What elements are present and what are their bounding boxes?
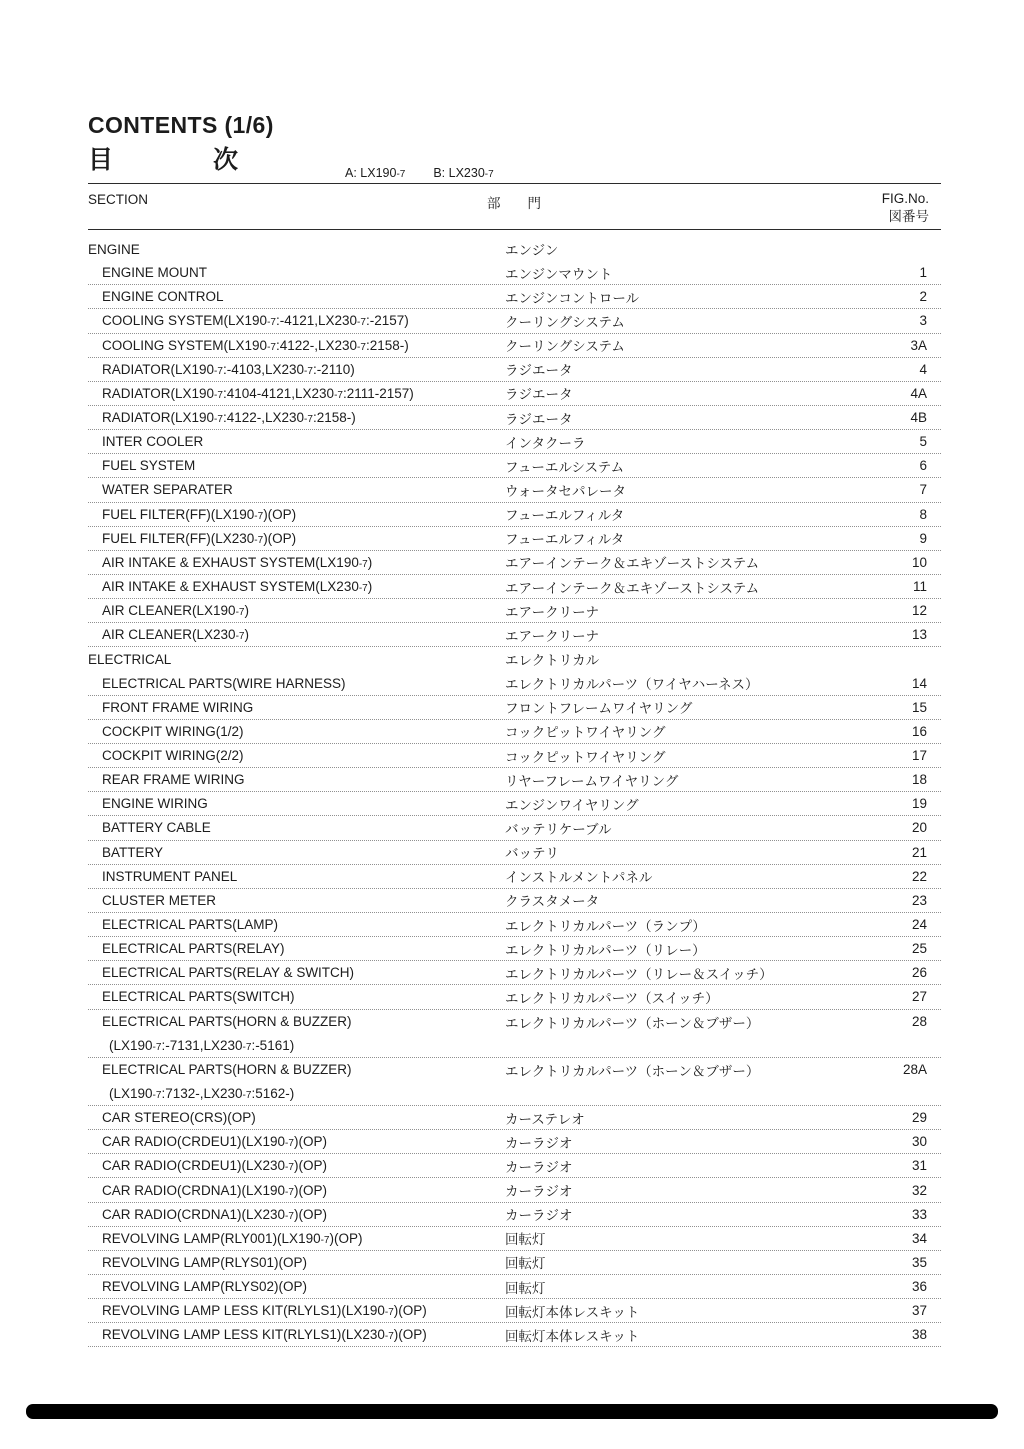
toc-item-row [88, 599, 941, 623]
toc-entry-fig-number: 35 [911, 1254, 927, 1270]
page-title: CONTENTS (1/6) [88, 112, 274, 138]
toc-entry-title: ELECTRICAL PARTS(LAMP) [102, 917, 279, 932]
column-header-fig-japanese: 図番号 [888, 208, 929, 224]
toc-entry-title-japanese: エレクトリカルパーツ（ランプ） [505, 918, 706, 934]
toc-entry-title-japanese: エレクトリカルパーツ（ホーン＆ブザー） [505, 1015, 760, 1031]
toc-entry-fig-number: 3 [919, 313, 927, 329]
toc-entry-title-japanese: エンジンマウント [505, 266, 613, 282]
toc-item-row [88, 309, 941, 333]
toc-entry-title: CAR RADIO(CRDEU1)(LX230-7)(OP) [102, 1158, 327, 1174]
toc-entry-title-japanese: ウォータセパレータ [505, 483, 626, 499]
toc-entry-title-japanese: バッテリケーブル [505, 821, 612, 837]
toc-entry-fig-number: 21 [911, 844, 927, 860]
toc-item-row [88, 551, 941, 575]
toc-entry-title: AIR CLEANER(LX230-7) [102, 627, 249, 643]
toc-entry-title: FUEL SYSTEM [102, 458, 196, 474]
toc-item-row [88, 261, 941, 285]
toc-entry-title-japanese: エレクトリカルパーツ（ホーン＆ブザー） [505, 1063, 760, 1079]
toc-entry-title: FRONT FRAME WIRING [102, 699, 254, 715]
toc-entry-title: RADIATOR(LX190-7:4104-4121,LX230-7:2111-2157) [102, 385, 414, 401]
toc-entry-fig-number: 16 [911, 723, 927, 739]
toc-entry-fig-number: 17 [911, 748, 927, 764]
toc-entry-fig-number: 10 [911, 554, 927, 570]
toc-entry-title: ELECTRICAL PARTS(SWITCH) [102, 989, 295, 1005]
toc-entry-title-japanese: エアークリーナ [505, 604, 600, 620]
toc-entry-title: ELECTRICAL PARTS(HORN & BUZZER) [102, 1014, 352, 1030]
toc-item-row [88, 889, 941, 913]
toc-entry-title-japanese: エアーインテーク＆エキゾーストシステム [505, 580, 760, 596]
toc-section-title: ELECTRICAL [88, 651, 172, 667]
toc-entry-title: ENGINE WIRING [102, 796, 208, 812]
toc-entry-fig-number: 4A [910, 385, 927, 401]
toc-entry-fig-number: 22 [911, 868, 927, 884]
toc-table [88, 237, 941, 1347]
toc-entry-continuation: (LX190-7:7132-,LX230-7:5162-) [109, 1085, 295, 1101]
toc-entry-title-japanese: エンジン [505, 243, 559, 259]
toc-entry-fig-number: 18 [911, 772, 927, 788]
column-header-fig-en: FIG.No. [881, 191, 929, 206]
toc-entry-title: COOLING SYSTEM(LX190-7:-4121,LX230-7:-2157) [102, 313, 409, 329]
toc-item-row [88, 816, 941, 840]
toc-section-row [88, 647, 941, 671]
toc-entry-title-japanese: リヤーフレームワイヤリング [505, 773, 679, 789]
toc-entry-title: AIR INTAKE & EXHAUST SYSTEM(LX190-7) [102, 554, 373, 570]
toc-item-row [88, 1106, 941, 1130]
toc-entry-title-japanese: エレクトリカルパーツ（リレー＆スイッチ） [505, 966, 773, 982]
toc-item-row [88, 792, 941, 816]
toc-entry-title: REVOLVING LAMP LESS KIT(RLYLS1)(LX230-7)(OP) [102, 1327, 427, 1343]
toc-entry-fig-number: 6 [919, 458, 927, 474]
toc-entry-title-japanese: 回転灯本体レスキット [505, 1328, 640, 1344]
toc-entry-title: ELECTRICAL PARTS(RELAY) [102, 941, 285, 957]
toc-item-row [88, 1010, 941, 1034]
toc-entry-fig-number: 15 [911, 699, 927, 715]
table-header [88, 189, 941, 229]
toc-item-row [88, 1299, 941, 1323]
page-bottom-scan-bar [26, 1404, 998, 1419]
toc-entry-fig-number: 36 [911, 1279, 927, 1295]
toc-entry-title: CAR RADIO(CRDNA1)(LX230-7)(OP) [102, 1206, 327, 1222]
toc-entry-title: COCKPIT WIRING(1/2) [102, 723, 244, 739]
header-top-rule [88, 183, 941, 184]
toc-entry-title-japanese: エレクトリカルパーツ（ワイヤハーネス） [505, 677, 759, 693]
toc-item-row [88, 478, 941, 502]
toc-entry-title-japanese: フューエルフィルタ [505, 532, 625, 548]
toc-entry-title: RADIATOR(LX190-7:4122-,LX230-7:2158-) [102, 410, 356, 426]
toc-entry-title: ENGINE CONTROL [102, 289, 224, 305]
toc-entry-fig-number: 14 [911, 675, 927, 691]
toc-entry-title: CAR RADIO(CRDEU1)(LX190-7)(OP) [102, 1134, 327, 1150]
toc-entry-fig-number: 33 [911, 1206, 927, 1222]
toc-entry-title-japanese: フロントフレームワイヤリング [505, 701, 693, 717]
toc-entry-fig-number: 27 [911, 989, 927, 1005]
toc-item-row [88, 865, 941, 889]
toc-item-row [88, 575, 941, 599]
toc-entry-fig-number: 28A [902, 1062, 927, 1078]
toc-entry-fig-number: 5 [919, 434, 927, 450]
toc-item-row [88, 358, 941, 382]
model-legend [345, 166, 494, 180]
toc-entry-fig-number: 31 [911, 1158, 927, 1174]
toc-entry-title-japanese: カーステレオ [505, 1111, 585, 1127]
toc-entry-title-japanese: ラジエータ [505, 363, 573, 379]
toc-entry-title-japanese: コックピットワイヤリング [505, 725, 666, 741]
toc-entry-fig-number: 29 [911, 1110, 927, 1126]
toc-item-continuation-row [88, 1082, 941, 1106]
toc-item-row [88, 382, 941, 406]
toc-item-row [88, 672, 941, 696]
toc-item-row [88, 1251, 941, 1275]
toc-item-row [88, 744, 941, 768]
toc-entry-title-japanese: 回転灯 [505, 1256, 546, 1272]
toc-item-row [88, 430, 941, 454]
toc-item-row [88, 937, 941, 961]
toc-entry-fig-number: 7 [919, 482, 927, 498]
toc-entry-title: ELECTRICAL PARTS(WIRE HARNESS) [102, 675, 346, 691]
toc-entry-title-japanese: エアーインテーク＆エキゾーストシステム [505, 556, 760, 572]
toc-entry-title-japanese: カーラジオ [505, 1208, 573, 1224]
page-title-japanese: 目 次 [88, 146, 239, 174]
toc-entry-fig-number: 32 [911, 1182, 927, 1198]
toc-entry-title-japanese: インタクーラ [505, 435, 586, 451]
toc-entry-title-japanese: カーラジオ [505, 1159, 573, 1175]
toc-entry-title-japanese: コックピットワイヤリング [505, 749, 666, 765]
model-a-label: A: LX190-7 [345, 166, 406, 180]
toc-entry-fig-number: 24 [911, 917, 927, 932]
toc-entry-title: CLUSTER METER [102, 892, 217, 908]
toc-item-row [88, 1154, 941, 1178]
toc-entry-title-japanese: エアークリーナ [505, 628, 600, 644]
toc-entry-fig-number: 19 [911, 796, 927, 812]
column-header-fig [882, 190, 941, 225]
toc-entry-fig-number: 25 [911, 941, 927, 957]
column-header-section: SECTION [88, 192, 149, 207]
toc-entry-title-japanese: カーラジオ [505, 1135, 573, 1151]
toc-entry-title: COCKPIT WIRING(2/2) [102, 748, 244, 764]
toc-item-row [88, 503, 941, 527]
toc-entry-title: COOLING SYSTEM(LX190-7:4122-,LX230-7:2158-) [102, 337, 409, 353]
toc-entry-title-japanese: ラジエータ [505, 411, 573, 427]
toc-entry-title: ENGINE MOUNT [102, 265, 208, 281]
toc-item-row [88, 696, 941, 720]
toc-item-row [88, 1323, 941, 1347]
toc-entry-title: BATTERY CABLE [102, 820, 211, 836]
toc-entry-title: ELECTRICAL PARTS(HORN & BUZZER) [102, 1062, 352, 1078]
toc-entry-fig-number: 4 [919, 361, 927, 377]
toc-item-row [88, 1203, 941, 1227]
toc-entry-fig-number: 37 [911, 1303, 927, 1319]
page-content [88, 0, 941, 1449]
toc-item-row [88, 961, 941, 985]
toc-entry-title: INSTRUMENT PANEL [102, 868, 238, 884]
toc-entry-title: WATER SEPARATER [102, 482, 233, 498]
toc-entry-title: AIR CLEANER(LX190-7) [102, 603, 249, 619]
toc-entry-fig-number: 12 [911, 603, 927, 619]
toc-entry-fig-number: 1 [919, 265, 927, 281]
toc-entry-title: REVOLVING LAMP(RLYS02)(OP) [102, 1279, 308, 1295]
toc-entry-fig-number: 9 [919, 530, 927, 546]
toc-item-row [88, 1227, 941, 1251]
toc-item-row [88, 768, 941, 792]
toc-entry-fig-number: 30 [911, 1134, 927, 1150]
toc-entry-title: REVOLVING LAMP(RLYS01)(OP) [102, 1254, 308, 1270]
toc-item-row [88, 406, 941, 430]
toc-item-row [88, 1058, 941, 1082]
toc-entry-title: REAR FRAME WIRING [102, 772, 245, 788]
toc-entry-fig-number: 26 [911, 965, 927, 981]
toc-entry-title: FUEL FILTER(FF)(LX190-7)(OP) [102, 506, 297, 522]
toc-entry-title-japanese: エンジンコントロール [505, 290, 640, 306]
toc-entry-fig-number: 20 [911, 820, 927, 836]
toc-item-row [88, 454, 941, 478]
toc-item-row [88, 720, 941, 744]
toc-entry-title: REVOLVING LAMP(RLY001)(LX190-7)(OP) [102, 1230, 363, 1246]
toc-entry-title-japanese: 回転灯 [505, 1232, 546, 1248]
toc-entry-title-japanese: クーリングシステム [505, 314, 625, 330]
toc-entry-fig-number: 28 [911, 1014, 927, 1030]
toc-entry-fig-number: 3A [910, 337, 927, 353]
toc-entry-title-japanese: クラスタメータ [505, 894, 600, 910]
toc-entry-title: CAR STEREO(CRS)(OP) [102, 1110, 256, 1126]
toc-entry-title: FUEL FILTER(FF)(LX230-7)(OP) [102, 530, 297, 546]
toc-entry-title-japanese: フューエルシステム [505, 459, 625, 475]
toc-entry-title: ELECTRICAL PARTS(RELAY & SWITCH) [102, 965, 355, 981]
toc-entry-title-japanese: フューエルフィルタ [505, 508, 625, 524]
toc-entry-title-japanese: バッテリ [505, 846, 559, 862]
toc-entry-title-japanese: エンジンワイヤリング [505, 797, 639, 813]
toc-entry-title: REVOLVING LAMP LESS KIT(RLYLS1)(LX190-7)(OP) [102, 1303, 427, 1319]
toc-item-row [88, 1275, 941, 1299]
toc-entry-title: BATTERY [102, 844, 164, 860]
toc-entry-continuation: (LX190-7:-7131,LX230-7:-5161) [109, 1037, 295, 1053]
toc-entry-fig-number: 13 [911, 627, 927, 643]
model-b-label: B: LX230-7 [433, 166, 494, 180]
toc-item-continuation-row [88, 1034, 941, 1058]
toc-entry-title-japanese: カーラジオ [505, 1184, 573, 1200]
toc-section-row [88, 237, 941, 261]
toc-entry-fig-number: 23 [911, 892, 927, 908]
toc-entry-title-japanese: エレクトリカルパーツ（リレー） [505, 942, 706, 958]
toc-entry-title: CAR RADIO(CRDNA1)(LX190-7)(OP) [102, 1182, 327, 1198]
toc-entry-fig-number: 4B [910, 410, 927, 426]
toc-entry-fig-number: 2 [919, 289, 927, 305]
toc-item-row [88, 623, 941, 647]
toc-section-title: ENGINE [88, 241, 140, 257]
toc-item-row [88, 841, 941, 865]
toc-entry-title-japanese: インストルメントパネル [505, 870, 653, 886]
toc-entry-title: RADIATOR(LX190-7:-4103,LX230-7:-2110) [102, 361, 355, 377]
toc-item-row [88, 1178, 941, 1202]
toc-item-row [88, 527, 941, 551]
toc-entry-fig-number: 38 [911, 1327, 927, 1343]
toc-entry-title-japanese: エレクトリカル [505, 653, 600, 669]
toc-entry-fig-number: 11 [912, 579, 927, 595]
toc-entry-title-japanese: ラジエータ [505, 387, 573, 403]
column-header-section-japanese: 部 門 [487, 196, 541, 211]
toc-entry-title: INTER COOLER [102, 434, 204, 450]
toc-entry-title-japanese: 回転灯本体レスキット [505, 1304, 640, 1320]
header-bottom-rule [88, 229, 941, 230]
toc-item-row [88, 334, 941, 358]
toc-entry-title-japanese: クーリングシステム [505, 339, 625, 355]
toc-item-row [88, 1130, 941, 1154]
toc-entry-fig-number: 8 [919, 506, 927, 522]
toc-entry-title-japanese: 回転灯 [505, 1280, 546, 1296]
toc-entry-title-japanese: エレクトリカルパーツ（スイッチ） [505, 990, 719, 1006]
toc-item-row [88, 285, 941, 309]
toc-item-row [88, 985, 941, 1009]
toc-entry-fig-number: 34 [911, 1230, 927, 1246]
toc-item-row [88, 913, 941, 937]
toc-entry-title: AIR INTAKE & EXHAUST SYSTEM(LX230-7) [102, 579, 373, 595]
